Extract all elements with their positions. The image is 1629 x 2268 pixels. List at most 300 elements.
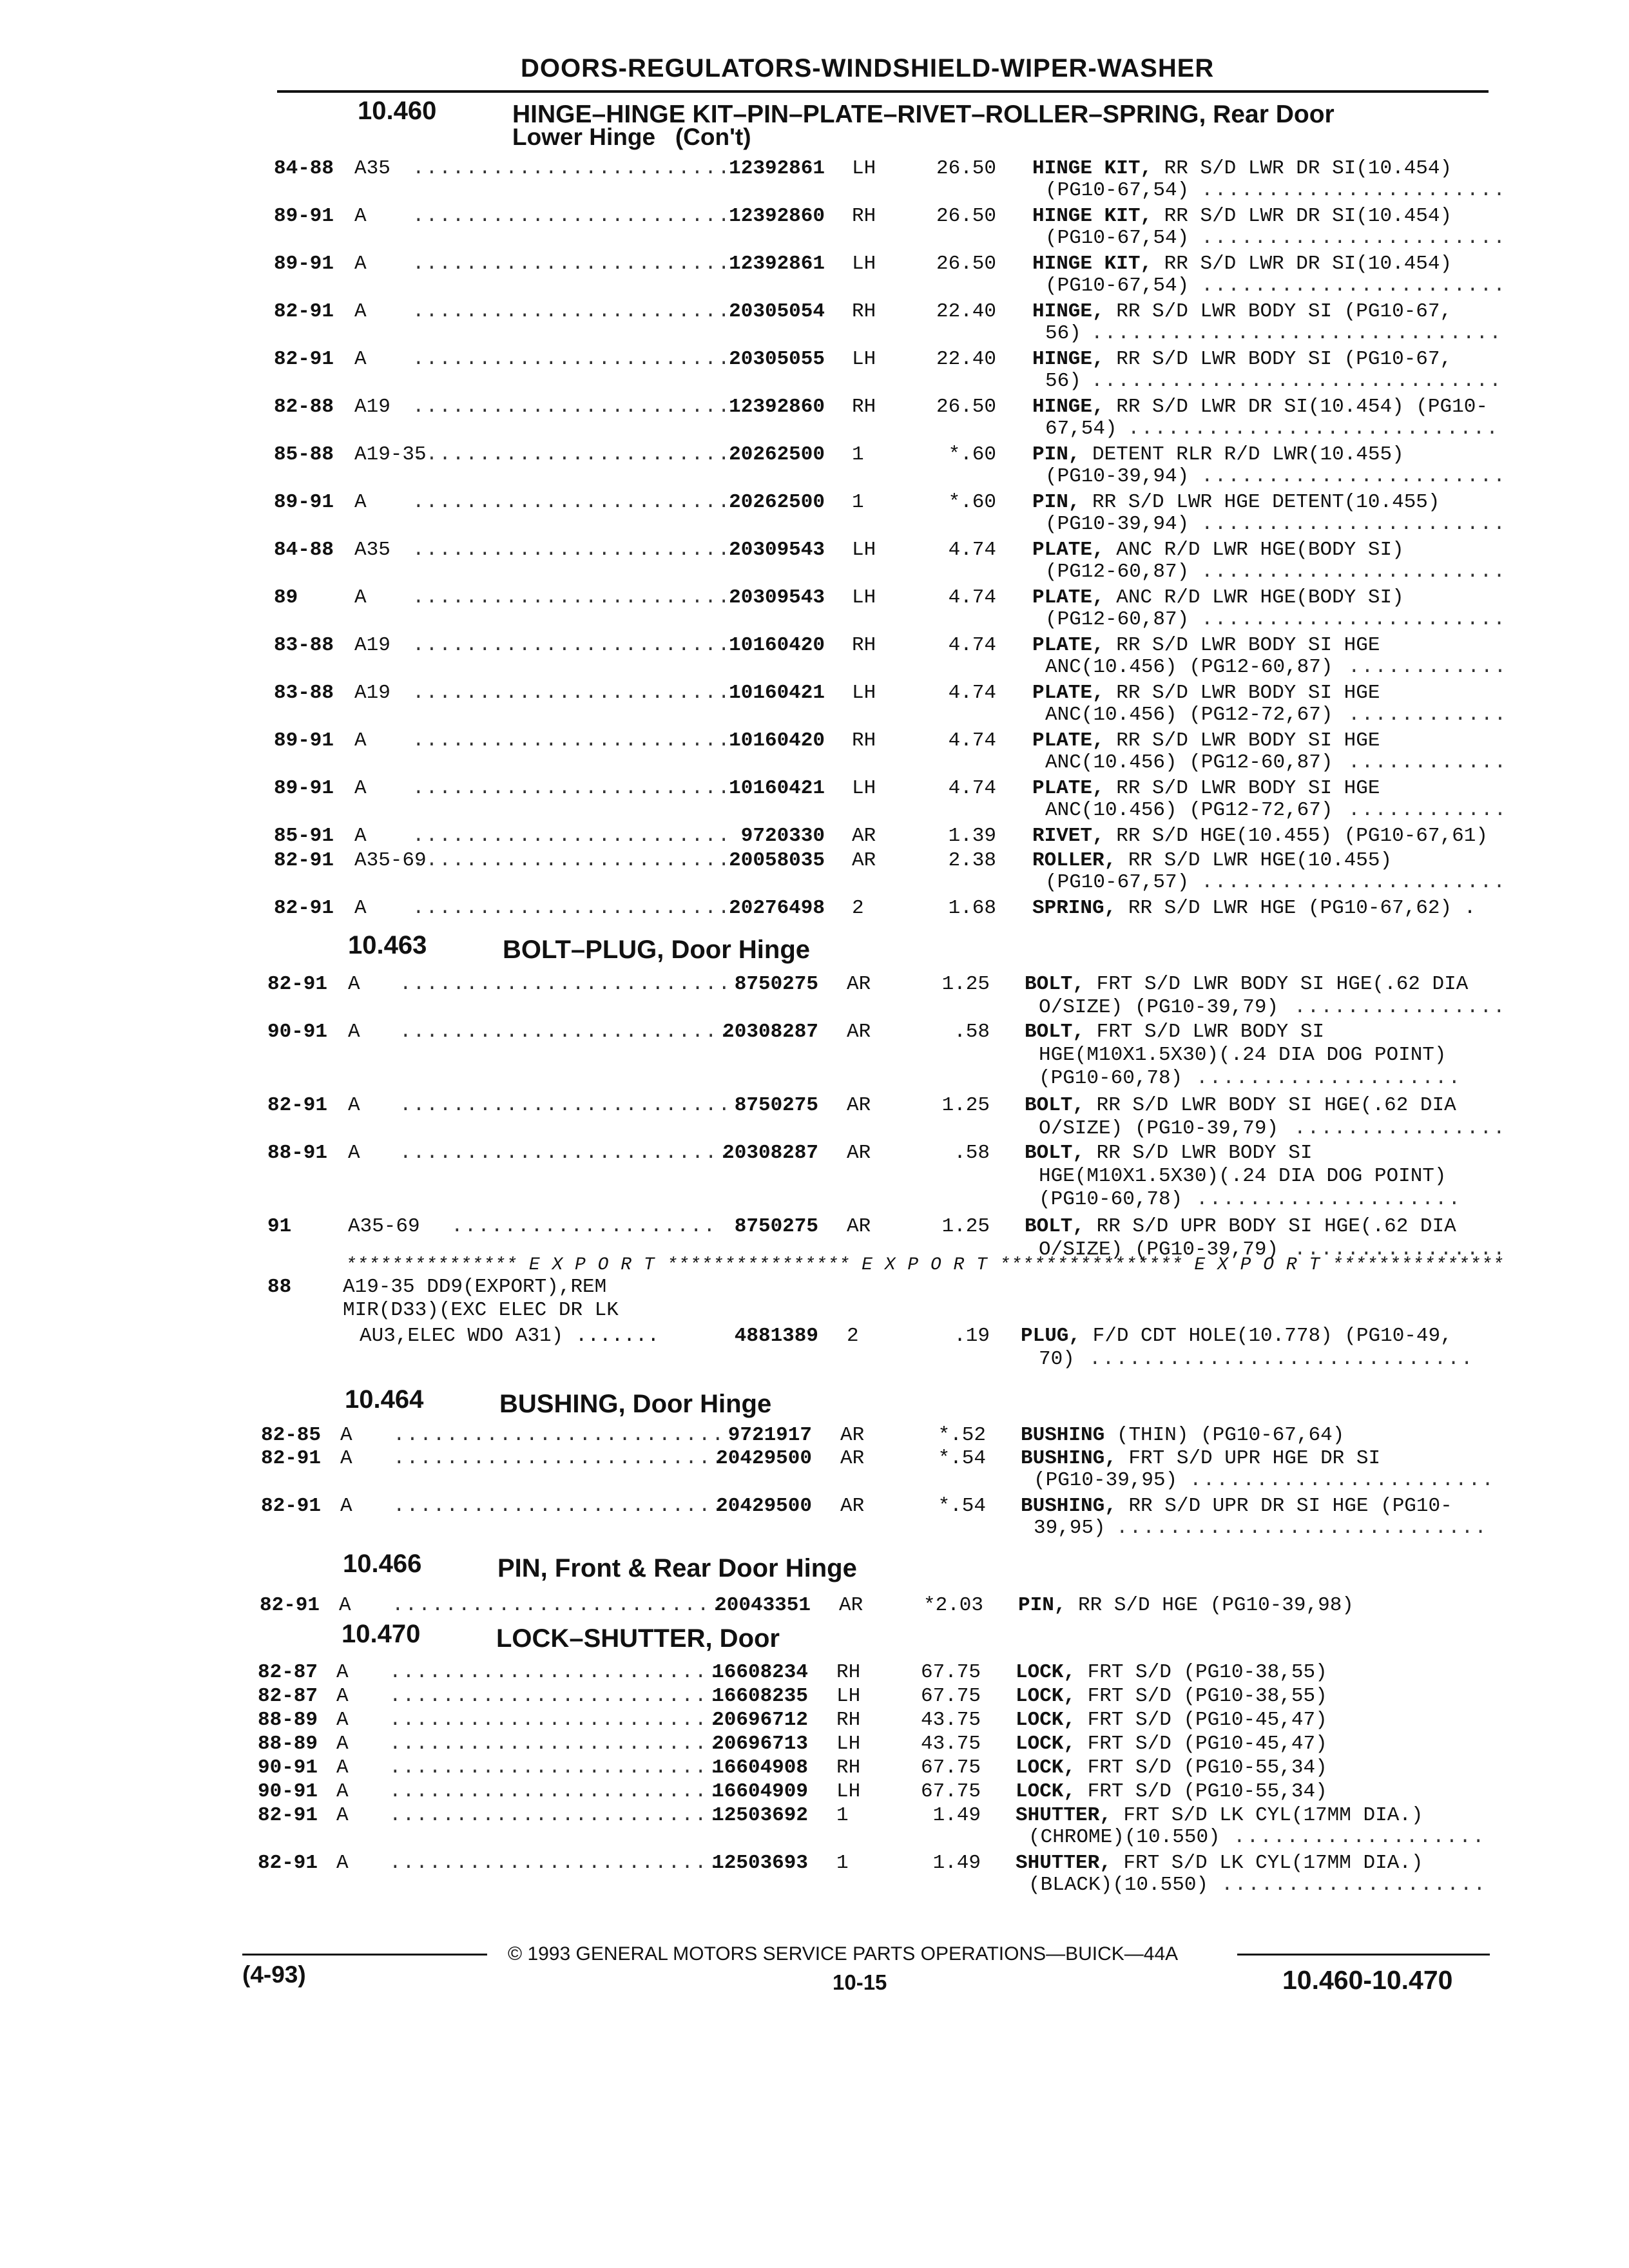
- year-range: 84-88: [274, 539, 334, 561]
- part-number: 9721917: [728, 1424, 812, 1446]
- desc-text: RR S/D UPR DR SI HGE (PG10-: [1116, 1495, 1452, 1517]
- model: A: [354, 825, 367, 847]
- description-cont: (PG10-67,57): [1045, 871, 1190, 894]
- year-range: 88-89: [258, 1709, 318, 1731]
- desc-text: FRT S/D LK CYL(17MM DIA.): [1111, 1852, 1423, 1874]
- price: 4.74: [948, 729, 996, 752]
- price: 67.75: [920, 1685, 981, 1707]
- year-range: 89-91: [274, 205, 334, 227]
- leader-dots: .......................: [1201, 561, 1507, 583]
- leader-dots: .........................: [389, 1733, 722, 1755]
- part-number: 20429500: [716, 1495, 812, 1517]
- description-cont: (PG10-39,94): [1045, 513, 1190, 535]
- quantity: AR: [847, 973, 871, 995]
- desc-text: FRT S/D LK CYL(17MM DIA.): [1111, 1804, 1423, 1827]
- description-cont: 56): [1045, 370, 1081, 392]
- price: 26.50: [936, 253, 996, 275]
- description: [1016, 1709, 1327, 1731]
- description: [1032, 539, 1404, 561]
- quantity: LH: [836, 1733, 861, 1755]
- price: *.54: [938, 1447, 986, 1470]
- leader-dots: .......................: [1201, 227, 1507, 249]
- price: *.54: [938, 1495, 986, 1517]
- leader-dots: ....................: [1196, 1188, 1462, 1211]
- model: A: [336, 1733, 349, 1755]
- description: [1032, 849, 1392, 872]
- description: [1021, 1325, 1452, 1347]
- desc-name: LOCK,: [1016, 1780, 1076, 1803]
- model: A: [348, 973, 360, 995]
- price: 1.25: [941, 1094, 990, 1117]
- description: [1018, 1594, 1354, 1617]
- year-range: 82-91: [274, 849, 334, 872]
- price: 43.75: [920, 1709, 981, 1731]
- part-number: 20262500: [729, 443, 825, 466]
- quantity: AR: [847, 1215, 871, 1238]
- desc-text: RR S/D HGE(10.455) (PG10-67,61): [1104, 825, 1488, 847]
- desc-text: F/D CDT HOLE(10.778) (PG10-49,: [1081, 1325, 1452, 1347]
- price: *.60: [948, 443, 996, 466]
- desc-text: RR S/D LWR BODY SI (PG10-67,: [1104, 300, 1452, 323]
- model: A: [348, 1021, 360, 1043]
- year-range: 90-91: [267, 1021, 328, 1043]
- desc-text: FRT S/D LWR BODY SI: [1084, 1021, 1325, 1043]
- part-number: 12392861: [729, 157, 825, 180]
- leader-dots: .........................: [389, 1780, 722, 1803]
- leader-dots: .......................: [1201, 274, 1507, 297]
- model: A: [339, 1594, 351, 1617]
- desc-name: BOLT,: [1025, 1021, 1085, 1043]
- model: A: [354, 491, 367, 514]
- quantity: RH: [852, 634, 876, 657]
- description: [1032, 729, 1380, 752]
- price: 4.74: [948, 682, 996, 704]
- desc-name: LOCK,: [1016, 1685, 1076, 1707]
- year-range: 89: [274, 586, 298, 609]
- leader-dots: ........................: [412, 777, 731, 800]
- description-cont: 70): [1039, 1348, 1075, 1370]
- part-number: 20308287: [722, 1021, 818, 1043]
- part-number: 20696712: [712, 1709, 808, 1731]
- year-range: 82-91: [274, 348, 334, 370]
- leader-dots: ............: [1348, 751, 1508, 774]
- year-range: 90-91: [258, 1756, 318, 1779]
- page-number: 10-15: [833, 1970, 887, 1994]
- quantity: RH: [852, 729, 876, 752]
- desc-name: ROLLER,: [1032, 849, 1117, 872]
- leader-dots: ........................: [412, 634, 731, 657]
- part-number: 20309543: [729, 586, 825, 609]
- price: *.52: [938, 1424, 986, 1446]
- quantity: AR: [840, 1424, 865, 1446]
- price: 67.75: [920, 1780, 981, 1803]
- desc-name: RIVET,: [1032, 825, 1104, 847]
- price: 1.39: [948, 825, 996, 847]
- price: 4.74: [948, 539, 996, 561]
- year-range: 91: [267, 1215, 292, 1238]
- leader-dots: ....................: [1221, 1874, 1487, 1896]
- description: [1021, 1495, 1452, 1517]
- quantity: LH: [852, 682, 876, 704]
- part-number: 10160420: [729, 634, 825, 657]
- quantity: LH: [852, 253, 876, 275]
- desc-text: DETENT RLR R/D LWR(10.455): [1080, 443, 1404, 466]
- leader-dots: ........................: [412, 157, 731, 180]
- part-number: 8750275: [734, 973, 818, 995]
- desc-name: PIN,: [1018, 1594, 1066, 1617]
- desc-name: SHUTTER,: [1016, 1852, 1112, 1874]
- part-number: 8750275: [734, 1094, 818, 1117]
- desc-name: BUSHING: [1021, 1424, 1105, 1446]
- section-range: 10.460-10.470: [1282, 1965, 1453, 1995]
- quantity: 1: [836, 1804, 849, 1827]
- year-range: 82-91: [261, 1495, 322, 1517]
- desc-name: BOLT,: [1025, 973, 1085, 995]
- model-note: MIR(D33)(EXC ELEC DR LK: [343, 1299, 619, 1321]
- description: [1025, 1142, 1312, 1164]
- description-cont: HGE(M10X1.5X30)(.24 DIA DOG POINT): [1039, 1044, 1447, 1066]
- model: A: [336, 1780, 349, 1803]
- desc-text: FRT S/D (PG10-45,47): [1075, 1709, 1327, 1731]
- quantity: 1: [852, 443, 864, 466]
- quantity: AR: [847, 1021, 871, 1043]
- desc-text: RR S/D LWR HGE DETENT(10.455): [1080, 491, 1440, 514]
- description: [1016, 1661, 1327, 1684]
- part-number: 10160421: [729, 682, 825, 704]
- description: [1016, 1852, 1423, 1874]
- quantity: AR: [852, 849, 876, 872]
- year-range: 82-91: [258, 1852, 318, 1874]
- leader-dots: ............................: [1128, 418, 1499, 440]
- model: A: [348, 1094, 360, 1117]
- desc-name: LOCK,: [1016, 1709, 1076, 1731]
- desc-text: RR S/D LWR BODY SI HGE: [1104, 777, 1380, 800]
- leader-dots: .......................: [1201, 465, 1507, 488]
- description: [1032, 777, 1380, 800]
- leader-dots: ....................: [1196, 1067, 1462, 1090]
- leader-dots: .............................: [1089, 1348, 1474, 1370]
- quantity: 2: [847, 1325, 859, 1347]
- part-number: 16604909: [712, 1780, 808, 1803]
- section-title-cont: Lower Hinge (Con't): [512, 124, 751, 150]
- description: [1021, 1447, 1380, 1470]
- year-range: 82-87: [258, 1661, 318, 1684]
- part-number: 20043351: [715, 1594, 811, 1617]
- part-number: 20276498: [729, 897, 825, 919]
- leader-dots: ............: [1348, 656, 1508, 678]
- description-cont: 56): [1045, 322, 1081, 345]
- desc-name: PLATE,: [1032, 539, 1104, 561]
- price: 1.68: [948, 897, 996, 919]
- desc-name: PLATE,: [1032, 682, 1104, 704]
- model: A19: [354, 682, 390, 704]
- description-cont: HGE(M10X1.5X30)(.24 DIA DOG POINT): [1039, 1165, 1447, 1187]
- desc-name: PLUG,: [1021, 1325, 1081, 1347]
- leader-dots: .......................: [1201, 179, 1507, 202]
- part-number: 12392860: [729, 396, 825, 418]
- leader-dots: .........................: [389, 1709, 722, 1731]
- leader-dots: ........................: [412, 253, 731, 275]
- price: 22.40: [936, 300, 996, 323]
- desc-text: RR S/D LWR BODY SI: [1084, 1142, 1313, 1164]
- year-range: 85-91: [274, 825, 334, 847]
- quantity: 1: [852, 491, 864, 514]
- desc-name: PIN,: [1032, 491, 1081, 514]
- quantity: RH: [852, 396, 876, 418]
- desc-name: SPRING,: [1032, 897, 1117, 919]
- description-cont: O/SIZE) (PG10-39,79): [1039, 1117, 1279, 1140]
- desc-name: BOLT,: [1025, 1094, 1085, 1117]
- year-range: 82-91: [274, 300, 334, 323]
- model: A: [354, 300, 367, 323]
- part-number: 20309543: [729, 539, 825, 561]
- part-number: 12392861: [729, 253, 825, 275]
- desc-text: RR S/D LWR DR SI(10.454): [1152, 253, 1452, 275]
- leader-dots: ............................: [1116, 1517, 1488, 1539]
- description-cont: (BLACK)(10.550): [1028, 1874, 1209, 1896]
- quantity: RH: [836, 1661, 861, 1684]
- model: A19: [354, 396, 390, 418]
- description-cont: 67,54): [1045, 418, 1117, 440]
- quantity: LH: [852, 586, 876, 609]
- desc-name: SHUTTER,: [1016, 1804, 1112, 1827]
- quantity: LH: [852, 539, 876, 561]
- description: [1032, 443, 1404, 466]
- leader-dots: ........................: [412, 348, 731, 370]
- description: [1032, 491, 1440, 514]
- price: 22.40: [936, 348, 996, 370]
- desc-text: RR S/D LWR BODY SI HGE(.62 DIA: [1084, 1094, 1456, 1117]
- leader-dots: ...................: [1233, 1826, 1486, 1849]
- part-number: 12392860: [729, 205, 825, 227]
- description: [1032, 586, 1404, 609]
- leader-dots: .........................: [393, 1495, 726, 1517]
- desc-text: RR S/D LWR BODY SI HGE: [1104, 634, 1380, 657]
- model: A: [354, 348, 367, 370]
- description: [1016, 1685, 1327, 1707]
- description: [1032, 348, 1452, 370]
- price: 4.74: [948, 586, 996, 609]
- model: A: [340, 1447, 352, 1470]
- desc-text: ANC R/D LWR HGE(BODY SI): [1104, 539, 1404, 561]
- desc-text: RR S/D HGE (PG10-39,98): [1066, 1594, 1354, 1617]
- description: [1032, 396, 1488, 418]
- leader-dots: .........................: [389, 1756, 722, 1779]
- desc-name: BUSHING,: [1021, 1447, 1117, 1470]
- leader-dots: ........................: [412, 396, 731, 418]
- footer-rule-right: [1237, 1954, 1490, 1956]
- desc-name: LOCK,: [1016, 1756, 1076, 1779]
- leader-dots: ........................: [412, 825, 731, 847]
- leader-dots: ........................: [412, 586, 731, 609]
- leader-dots: ................: [1294, 1238, 1507, 1261]
- leader-dots: .........................: [393, 1424, 726, 1446]
- desc-text: RR S/D UPR BODY SI HGE(.62 DIA: [1084, 1215, 1456, 1238]
- year-range: 89-91: [274, 777, 334, 800]
- desc-text: FRT S/D (PG10-38,55): [1075, 1685, 1327, 1707]
- model: A: [354, 777, 367, 800]
- year-range: 82-91: [267, 973, 328, 995]
- price: 26.50: [936, 157, 996, 180]
- desc-name: BOLT,: [1025, 1215, 1085, 1238]
- description: [1016, 1733, 1327, 1755]
- quantity: AR: [847, 1142, 871, 1164]
- model: A: [348, 1142, 360, 1164]
- description-cont: (PG10-60,78): [1039, 1188, 1183, 1211]
- model: A: [336, 1661, 349, 1684]
- leader-dots: ........................: [412, 491, 731, 514]
- price: 1.49: [932, 1804, 981, 1827]
- year-range: 90-91: [258, 1780, 318, 1803]
- description: [1032, 157, 1452, 180]
- description-cont: 39,95): [1034, 1517, 1106, 1539]
- leader-dots: .......................: [1201, 513, 1507, 535]
- price: *2.03: [923, 1594, 983, 1617]
- quantity: LH: [852, 348, 876, 370]
- desc-name: PLATE,: [1032, 586, 1104, 609]
- leader-dots: .........................: [400, 1094, 732, 1117]
- year-range: 83-88: [274, 682, 334, 704]
- leader-dots: .........................: [400, 1142, 732, 1164]
- model: A: [336, 1685, 349, 1707]
- section-number: 10.470: [342, 1620, 421, 1648]
- quantity: LH: [852, 157, 876, 180]
- part-number: 20305054: [729, 300, 825, 323]
- part-number: 20058035: [729, 849, 825, 872]
- description: [1032, 897, 1476, 919]
- model: A: [340, 1495, 352, 1517]
- model: A: [354, 205, 367, 227]
- price: 43.75: [920, 1733, 981, 1755]
- copyright-text: © 1993 GENERAL MOTORS SERVICE PARTS OPERATIONS—BUICK—44A: [508, 1943, 1179, 1965]
- section-number: 10.460: [358, 97, 437, 125]
- part-number: 8750275: [734, 1215, 818, 1238]
- model: A: [336, 1852, 349, 1874]
- leader-dots: ........................: [412, 729, 731, 752]
- year-range: 89-91: [274, 491, 334, 514]
- description-cont: (PG10-67,54): [1045, 227, 1190, 249]
- desc-text: FRT S/D (PG10-55,34): [1075, 1780, 1327, 1803]
- section-title: PIN, Front & Rear Door Hinge: [497, 1554, 857, 1582]
- quantity: AR: [840, 1447, 865, 1470]
- desc-name: LOCK,: [1016, 1733, 1076, 1755]
- model: A: [336, 1804, 349, 1827]
- model: A35: [354, 539, 390, 561]
- model: A: [336, 1709, 349, 1731]
- description: [1032, 253, 1452, 275]
- desc-text: RR S/D LWR HGE(10.455): [1116, 849, 1393, 872]
- quantity: AR: [847, 1094, 871, 1117]
- leader-dots: ............: [1348, 799, 1508, 822]
- leader-dots: ........................: [412, 897, 731, 919]
- leader-dots: ........................: [412, 849, 731, 872]
- year-range: 89-91: [274, 253, 334, 275]
- desc-name: HINGE KIT,: [1032, 157, 1153, 180]
- quantity: LH: [852, 777, 876, 800]
- year-range: 82-91: [274, 897, 334, 919]
- price: 1.49: [932, 1852, 981, 1874]
- leader-dots: ................: [1294, 996, 1507, 1019]
- price: *.60: [948, 491, 996, 514]
- quantity: AR: [852, 825, 876, 847]
- desc-text: RR S/D LWR HGE (PG10-67,62) .: [1116, 897, 1476, 919]
- description: [1032, 300, 1452, 323]
- page-header-title: DOORS-REGULATORS-WINDSHIELD-WIPER-WASHER: [521, 54, 1215, 82]
- description-cont: O/SIZE) (PG10-39,79): [1039, 1238, 1279, 1261]
- part-number: 9720330: [740, 825, 825, 847]
- description-cont: ANC(10.456) (PG12-60,87): [1045, 656, 1333, 678]
- description: [1032, 205, 1452, 227]
- description: [1025, 1215, 1456, 1238]
- description: [1016, 1780, 1327, 1803]
- part-number: 20429500: [716, 1447, 812, 1470]
- part-number: 16608234: [712, 1661, 808, 1684]
- desc-text: FRT S/D (PG10-38,55): [1075, 1661, 1327, 1684]
- price: .58: [954, 1021, 990, 1043]
- quantity: 1: [836, 1852, 849, 1874]
- model: A35-69: [348, 1215, 420, 1238]
- description-cont: (PG12-60,87): [1045, 608, 1190, 631]
- price: 2.38: [948, 849, 996, 872]
- desc-text: RR S/D LWR DR SI(10.454): [1152, 205, 1452, 227]
- model: A19-35: [354, 443, 427, 466]
- quantity: 2: [852, 897, 864, 919]
- leader-dots: ...............................: [1091, 370, 1503, 392]
- year-range: 82-88: [274, 396, 334, 418]
- part-number: 12503693: [712, 1852, 808, 1874]
- description-cont: (PG12-60,87): [1045, 561, 1190, 583]
- model: A35: [354, 157, 390, 180]
- price: 26.50: [936, 205, 996, 227]
- description-cont: (PG10-67,54): [1045, 179, 1190, 202]
- desc-name: HINGE KIT,: [1032, 253, 1153, 275]
- section-title: LOCK–SHUTTER, Door: [496, 1624, 780, 1653]
- desc-text: ANC R/D LWR HGE(BODY SI): [1104, 586, 1404, 609]
- year-range: 82-85: [261, 1424, 322, 1446]
- quantity: LH: [836, 1780, 861, 1803]
- leader-dots: .........................: [389, 1852, 722, 1874]
- model-note: AU3,ELEC WDO A31) .......: [360, 1325, 660, 1347]
- part-number: 16604908: [712, 1756, 808, 1779]
- year-range: 82-87: [258, 1685, 318, 1707]
- price: 1.25: [941, 973, 990, 995]
- part-number: 10160420: [729, 729, 825, 752]
- desc-text: FRT S/D LWR BODY SI HGE(.62 DIA: [1084, 973, 1469, 995]
- part-number: 10160421: [729, 777, 825, 800]
- leader-dots: ........................: [412, 300, 731, 323]
- price: .58: [954, 1142, 990, 1164]
- part-number: 20305055: [729, 348, 825, 370]
- price: 67.75: [920, 1661, 981, 1684]
- description-cont: (PG10-67,54): [1045, 274, 1190, 297]
- price: 26.50: [936, 396, 996, 418]
- desc-text: RR S/D LWR DR SI(10.454) (PG10-: [1104, 396, 1488, 418]
- leader-dots: ........................: [412, 539, 731, 561]
- quantity: AR: [839, 1594, 863, 1617]
- description: [1016, 1756, 1327, 1779]
- header-rule: [277, 90, 1489, 93]
- leader-dots: .........................: [389, 1685, 722, 1707]
- price: 1.25: [941, 1215, 990, 1238]
- revision-date: (4-93): [242, 1961, 306, 1988]
- leader-dots: ....................: [451, 1215, 717, 1238]
- year-range: 82-91: [260, 1594, 320, 1617]
- model: A: [354, 729, 367, 752]
- year-range: 88-91: [267, 1142, 328, 1164]
- leader-dots: .........................: [389, 1804, 722, 1827]
- leader-dots: ........................: [412, 205, 731, 227]
- description-cont: (PG10-39,94): [1045, 465, 1190, 488]
